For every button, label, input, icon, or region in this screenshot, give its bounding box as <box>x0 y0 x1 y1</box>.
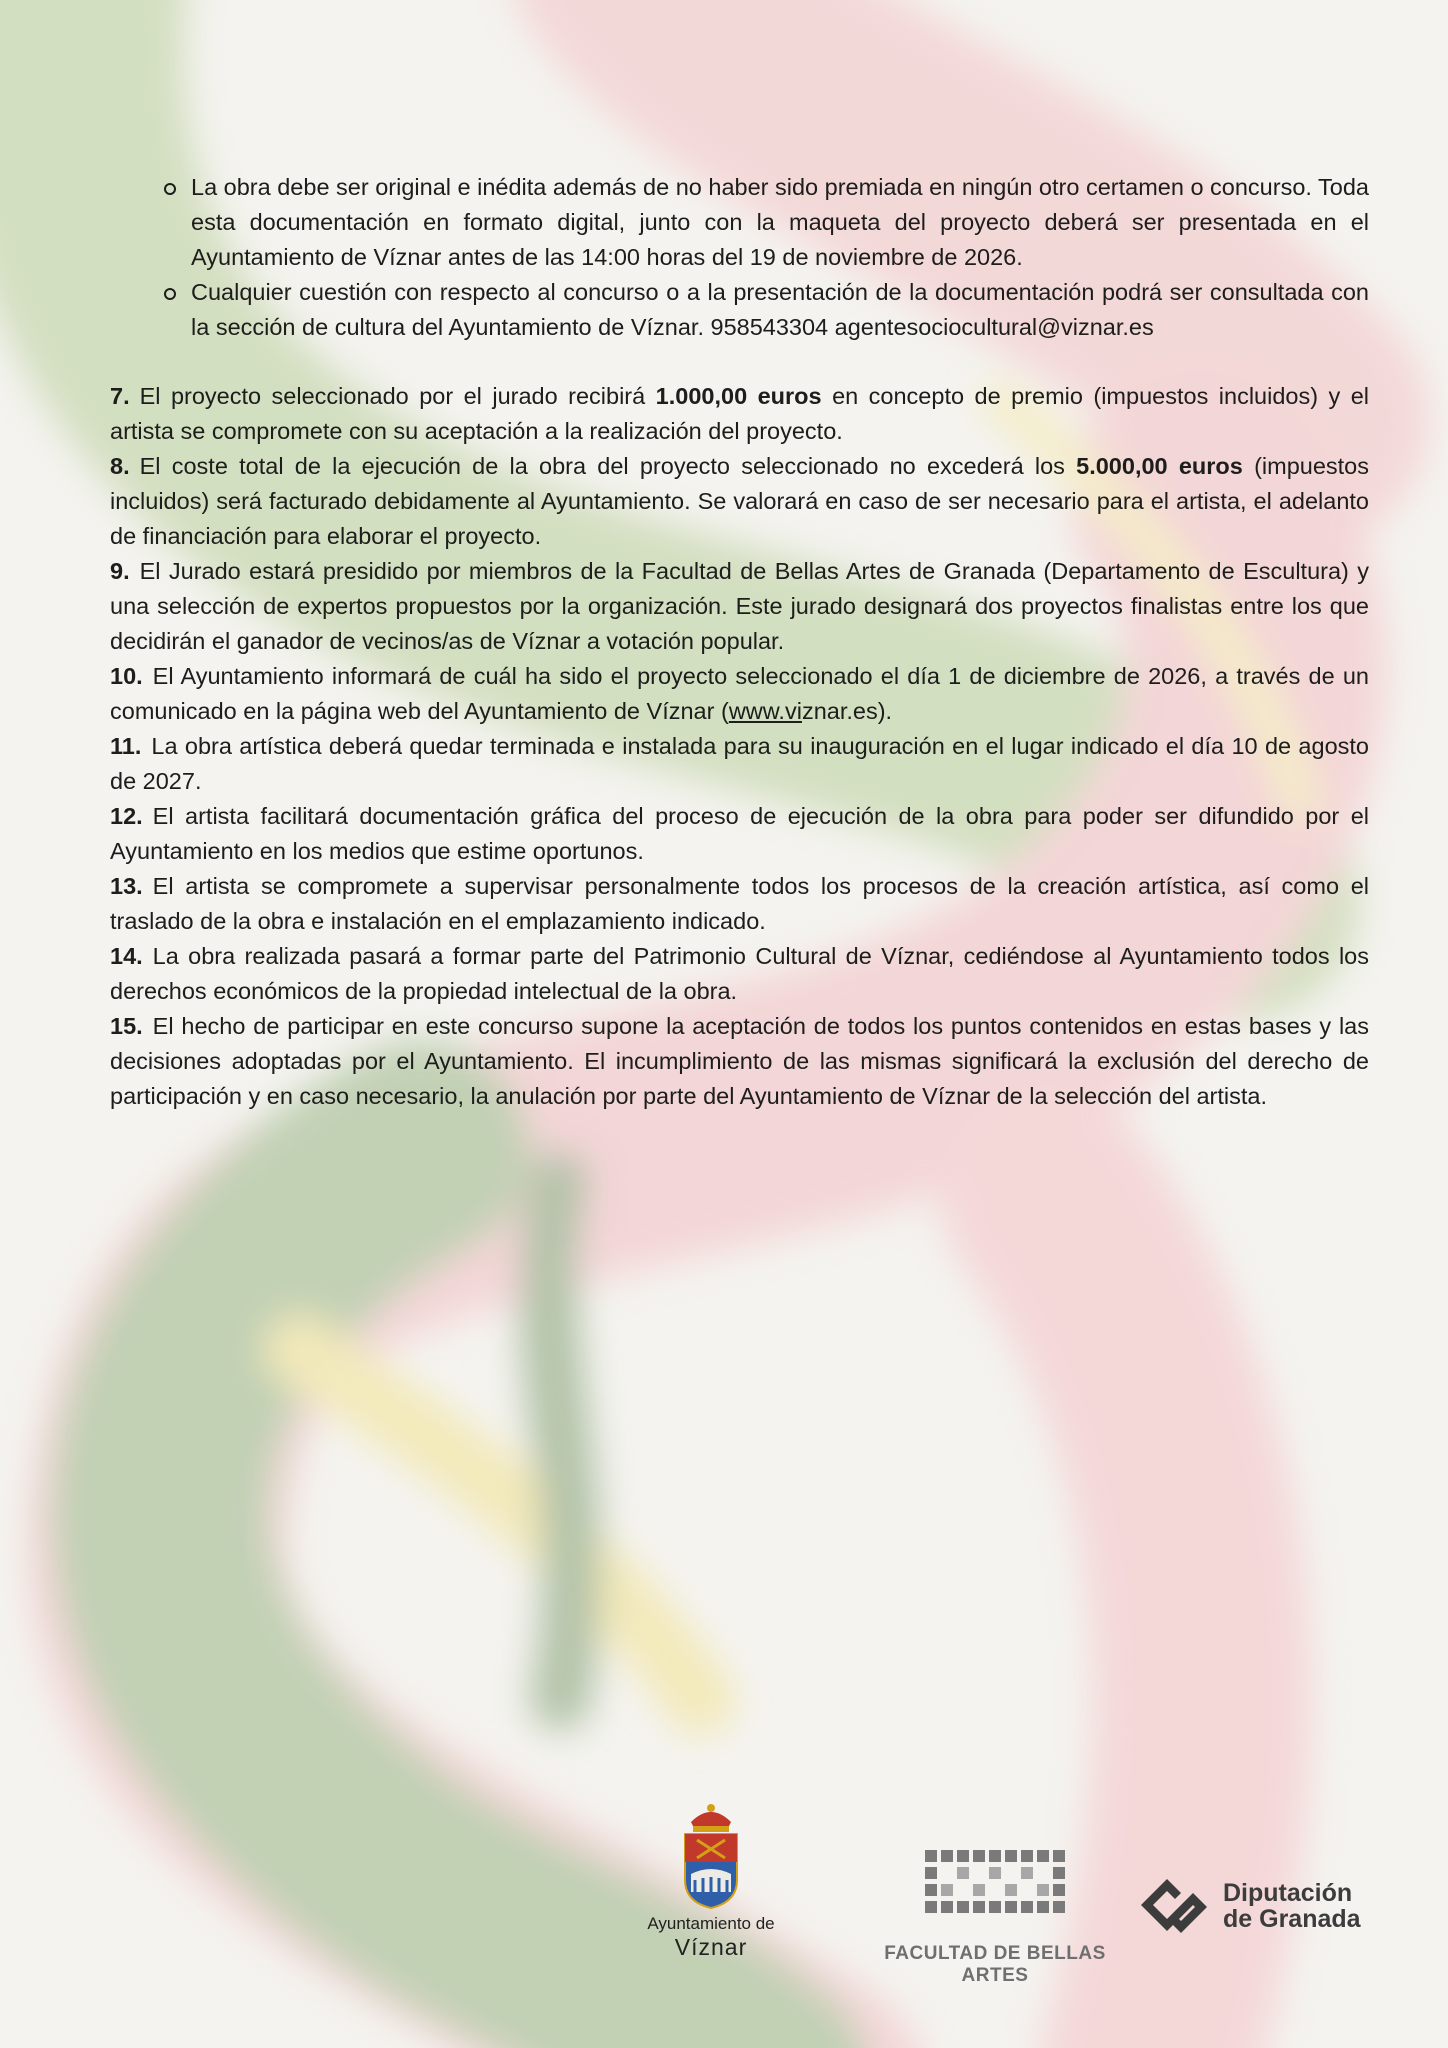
clause-9: 9. El Jurado estará presidido por miembros de la Facultad de Bellas Artes de Granada (Departamento de Escultura) y una selección de expertos propuestos por la organización. Este jurado designará dos proyectos finalistas entre los que decidirán el ganador de vecinos/as de Víznar a votación popular. <box>110 558 1369 654</box>
coat-of-arms-icon <box>671 1800 751 1910</box>
document-body <box>110 170 1369 1114</box>
website-link[interactable]: www.vi <box>728 698 802 724</box>
bellas-artes-label: FACULTAD DE BELLAS ARTES <box>884 1943 1106 1986</box>
viznar-logo <box>636 1800 786 1961</box>
diamond-mark-icon <box>1135 1875 1215 1939</box>
diputacion-logo <box>1135 1875 1395 1945</box>
viznar-logo-line1: Ayuntamiento de <box>647 1914 775 1933</box>
viznar-logo-line2: Víznar <box>674 1934 748 1960</box>
bullet-item: Cualquier cuestión con respecto al concurso o a la presentación de la documentación podrá ser consultada con la sección de cultura del Ayuntamiento de Víznar. 958543304 agentesociocultural@viznar.es <box>191 275 1369 345</box>
grid-squares-icon <box>925 1850 1065 1930</box>
clause-15: 15. El hecho de participar en este concurso supone la aceptación de todos los puntos contenidos en estas bases y las decisiones adoptadas por el Ayuntamiento. El incumplimiento de las mismas significará la exclusión del derecho de participación y en caso necesario, la anulación por parte del Ayuntamiento de Víznar de la selección del artista. <box>110 1013 1369 1109</box>
clause-12: 12. El artista facilitará documentación gráfica del proceso de ejecución de la obra para poder ser difundido por el Ayuntamiento en los medios que estime oportunos. <box>110 803 1369 864</box>
clause-10: 10. El Ayuntamiento informará de cuál ha sido el proyecto seleccionado el día 1 de diciembre de 2026, a través de un comunicado en la página web del Ayuntamiento de Víznar (www.viznar.es). <box>110 663 1369 724</box>
bullet-list <box>110 170 1369 345</box>
diputacion-label: Diputación de Granada <box>1223 1879 1361 1933</box>
clause-13: 13. El artista se compromete a supervisar personalmente todos los procesos de la creación artística, así como el traslado de la obra e instalación en el emplazamiento indicado. <box>110 873 1369 934</box>
clause-11: 11. La obra artística deberá quedar terminada e instalada para su inauguración en el lugar indicado el día 10 de agosto de 2027. <box>110 733 1369 794</box>
bullet-item: La obra debe ser original e inédita además de no haber sido premiada en ningún otro certamen o concurso. Toda esta documentación en formato digital, junto con la maqueta del proyecto deberá ser presentada en el Ayuntamiento de Víznar antes de las 14:00 horas del 19 de noviembre de 2026. <box>191 170 1369 275</box>
clause-14: 14. La obra realizada pasará a formar parte del Patrimonio Cultural de Víznar, cediéndose al Ayuntamiento todos los derechos económicos de la propiedad intelectual de la obra. <box>110 943 1369 1004</box>
footer-logos <box>0 1800 1448 1986</box>
bellas-artes-logo <box>870 1850 1120 1987</box>
clause-7: 7. El proyecto seleccionado por el jurado recibirá 1.000,00 euros en concepto de premio (impuestos incluidos) y el artista se compromete con su aceptación a la realización del proyecto. <box>110 383 1370 444</box>
numbered-clauses <box>110 379 1369 1114</box>
clause-8: 8. El coste total de la ejecución de la obra del proyecto seleccionado no excederá los 5.000,00 euros (impuestos incluidos) será facturado debidamente al Ayuntamiento. Se valorará en caso de ser necesario para el artista, el adelanto de financiación para elaborar el proyecto. <box>110 453 1369 549</box>
